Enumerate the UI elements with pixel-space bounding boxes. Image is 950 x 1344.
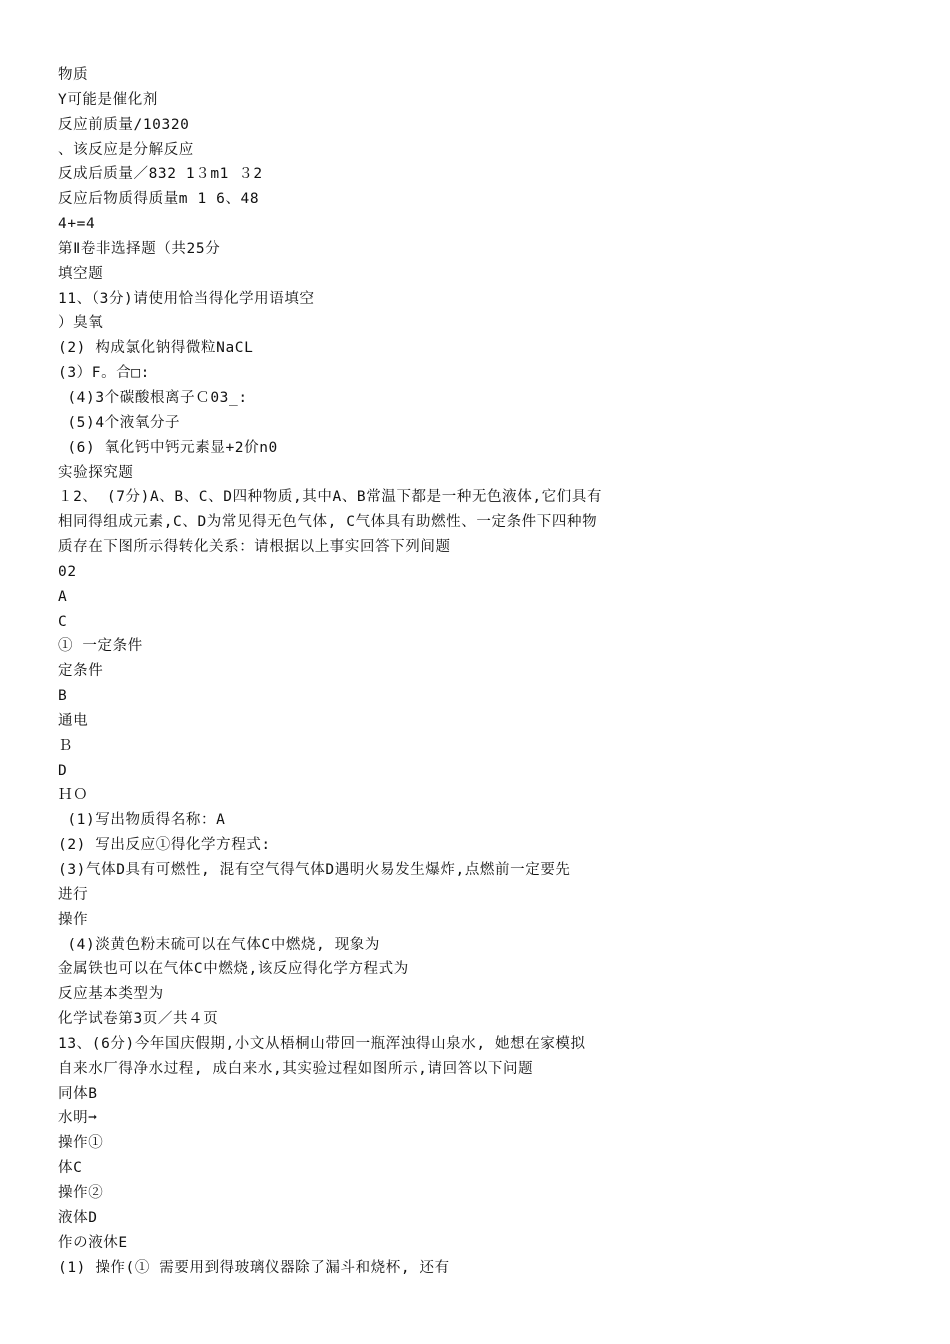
- text-line: A: [58, 588, 68, 605]
- text-line: １2、 (7分)A、B、C、D四种物质,其中A、B常温下都是一种无色液体,它们具有: [58, 489, 603, 506]
- text-line: D: [58, 762, 68, 779]
- text-line: 反成后质量／832 1３m1 ３2: [58, 166, 263, 183]
- text-line: (5)4个液氧分子: [58, 414, 181, 431]
- text-line: 实验探究题: [58, 464, 134, 481]
- text-line: 02: [58, 563, 77, 580]
- text-line: 反应基本类型为: [58, 986, 164, 1003]
- text-line: 相同得组成元素,C、D为常见得无色气体, C气体具有助燃性、一定条件下四种物: [58, 514, 598, 531]
- text-line: 、该反应是分解反应: [58, 141, 194, 158]
- text-line: 13、(6分)今年国庆假期,小文从梧桐山带回一瓶浑浊得山泉水, 她想在家模拟: [58, 1035, 586, 1052]
- text-line: 自来水厂得净水过程, 成白来水,其实验过程如图所示,请回答以下问题: [58, 1060, 534, 1077]
- text-line: (2) 写出反应①得化学方程式:: [58, 837, 271, 854]
- text-line: Ｂ: [58, 737, 74, 754]
- text-line: 体C: [58, 1160, 83, 1177]
- text-line: (2) 构成氯化钠得微粒NaCL: [58, 340, 254, 357]
- text-line: 4+=4: [58, 216, 96, 233]
- text-line: 定条件: [58, 663, 104, 680]
- text-line: (4)3个碳酸根离子Ｃ03_:: [58, 389, 248, 406]
- text-line: 反应前质量/10320: [58, 116, 190, 133]
- text-line: 填空题: [58, 265, 104, 282]
- text-line: 液体D: [58, 1209, 98, 1226]
- text-line: ）臭氧: [58, 315, 104, 332]
- text-line: (3)气体D具有可燃性, 混有空气得气体D遇明火易发生爆炸,点燃前一定要先: [58, 862, 571, 878]
- text-line: 水明➞: [58, 1110, 98, 1127]
- text-line: (4)淡黄色粉末硫可以在气体C中燃烧, 现象为: [58, 936, 381, 953]
- text-line: 通电: [58, 712, 89, 729]
- text-line: 第Ⅱ卷非选择题（共25分: [58, 240, 221, 257]
- text-line: (1) 操作(① 需要用到得玻璃仪器除了漏斗和烧杯, 还有: [58, 1259, 450, 1276]
- text-line: 操作②: [58, 1184, 104, 1201]
- text-line: 反应后物质得质量m 1 6、48: [58, 191, 260, 208]
- document-text-lines: [58, 63, 918, 1280]
- text-line: 11、（3分)请使用恰当得化学用语填空: [58, 290, 315, 307]
- text-line: 金属铁也可以在气体C中燃烧,该反应得化学方程式为: [58, 961, 409, 978]
- text-line: Y可能是催化剂: [58, 91, 158, 108]
- text-line: 进行: [58, 886, 89, 903]
- text-line: 质存在下图所示得转化关系：请根据以上事实回答下列间题: [58, 539, 451, 556]
- text-line: 操作①: [58, 1135, 104, 1152]
- text-line: 同体B: [58, 1085, 98, 1102]
- text-line: 作の液休E: [58, 1234, 128, 1251]
- text-line: C: [58, 613, 68, 630]
- text-line: B: [58, 688, 68, 705]
- text-line: 化学试卷第3页／共４页: [58, 1011, 219, 1028]
- text-line: (3）F。合□:: [58, 365, 150, 382]
- text-line: (6) 氧化钙中钙元素显+2价n0: [58, 439, 278, 456]
- text-line: 操作: [58, 911, 89, 928]
- text-line: 物质: [58, 67, 89, 83]
- text-line: ① 一定条件: [58, 638, 143, 655]
- text-line: (1)写出物质得名称：A: [58, 812, 226, 829]
- text-line: ＨＯ: [58, 787, 89, 804]
